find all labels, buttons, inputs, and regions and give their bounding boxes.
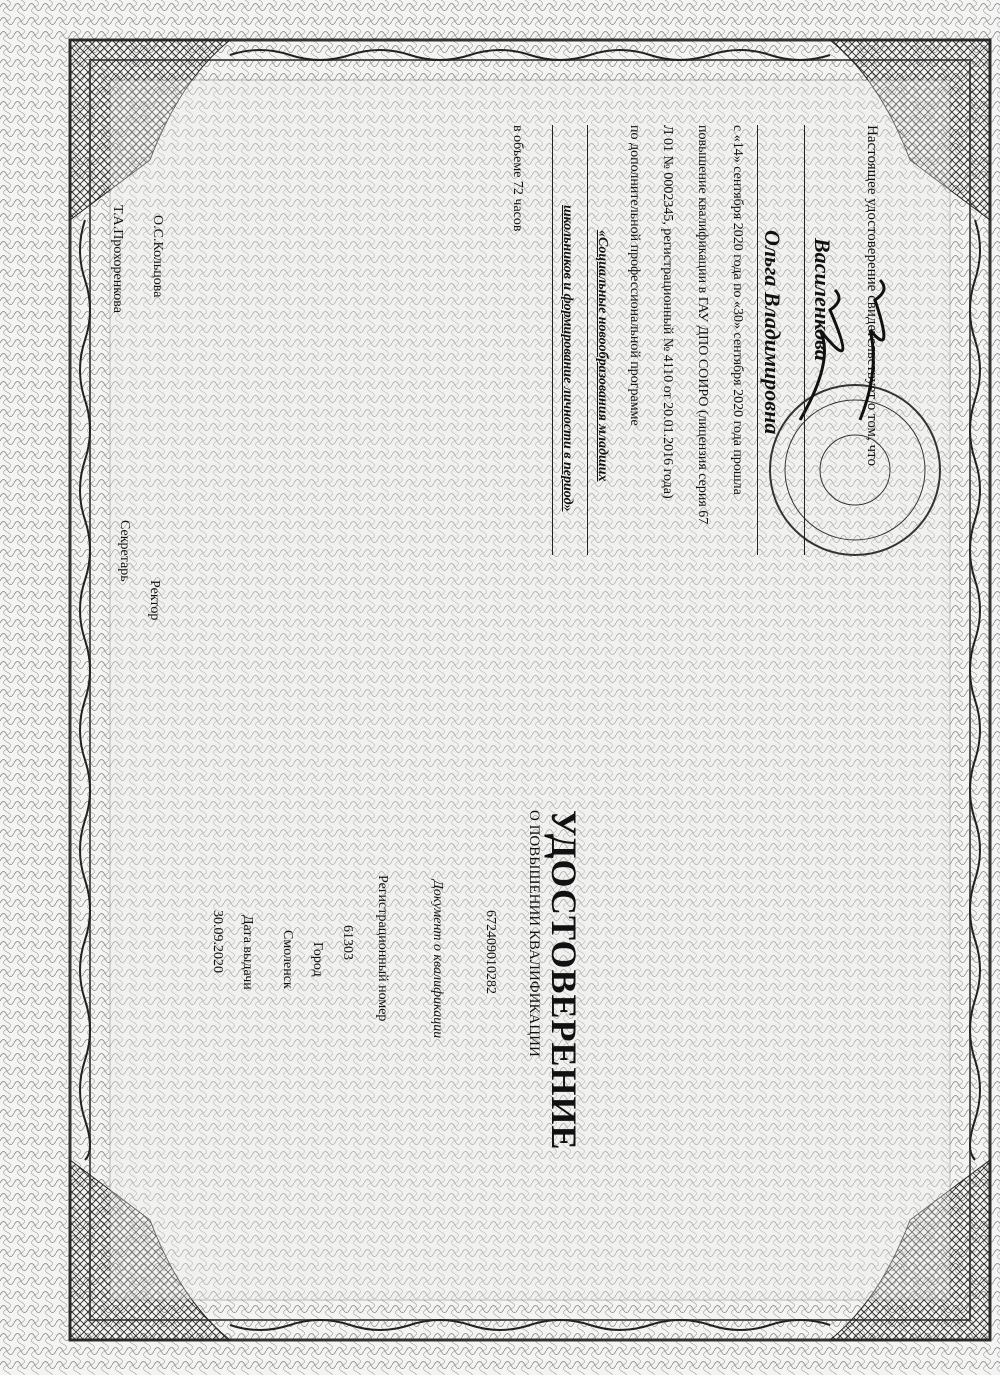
city-value: Смоленск	[280, 930, 295, 989]
certificate-title: УДОСТОВЕРЕНИЕ	[544, 810, 584, 1151]
document-label: Документ о квалификации	[430, 880, 445, 1039]
certificate-content	[90, 80, 910, 1295]
signatory-role: Ректор	[147, 580, 162, 621]
registration-label: Регистрационный номер	[375, 875, 390, 1022]
program-title-line: «Социальные новообразования младших	[595, 230, 610, 482]
certificate-number: 672409010282	[483, 910, 498, 994]
recipient-name: Ольга Владимировна	[760, 230, 785, 435]
issue-date-label: Дата выдачи	[240, 915, 255, 990]
hours-text: в объеме 72 часов	[510, 125, 525, 232]
surname-underline	[804, 125, 805, 555]
program-title-line: школьников и формирование личности в период»	[560, 205, 575, 512]
paragraph-line: по дополнительной профессиональной программе	[627, 125, 642, 426]
intro-text: Настоящее удостоверение свидетельствует о том, что	[864, 125, 880, 466]
paragraph-line: с «14» сентября 2020 года по «30» сентября 2020 года прошла	[730, 125, 745, 495]
signatory-name: Т.А.Прохоренкова	[110, 205, 125, 313]
program-underline	[587, 125, 588, 555]
signatory-role: Секретарь	[117, 520, 132, 582]
recipient-surname: Василенкова	[810, 238, 835, 361]
city-label: Город	[310, 942, 325, 977]
paragraph-line: повышение квалификации в ГАУ ДПО СОИРО (лицензия серия 67	[695, 125, 710, 525]
certificate-subtitle: О ПОВЫШЕНИИ КВАЛИФИКАЦИИ	[526, 810, 542, 1057]
name-underline	[757, 125, 758, 555]
signatory-name: О.С.Кольцова	[150, 215, 165, 298]
registration-number: 61303	[340, 925, 355, 960]
paragraph-line: Л 01 № 0002345, регистрационный № 4110 от 20.01.2016 года)	[660, 125, 675, 499]
issue-date: 30.09.2020	[210, 910, 225, 973]
program-underline	[552, 125, 553, 555]
